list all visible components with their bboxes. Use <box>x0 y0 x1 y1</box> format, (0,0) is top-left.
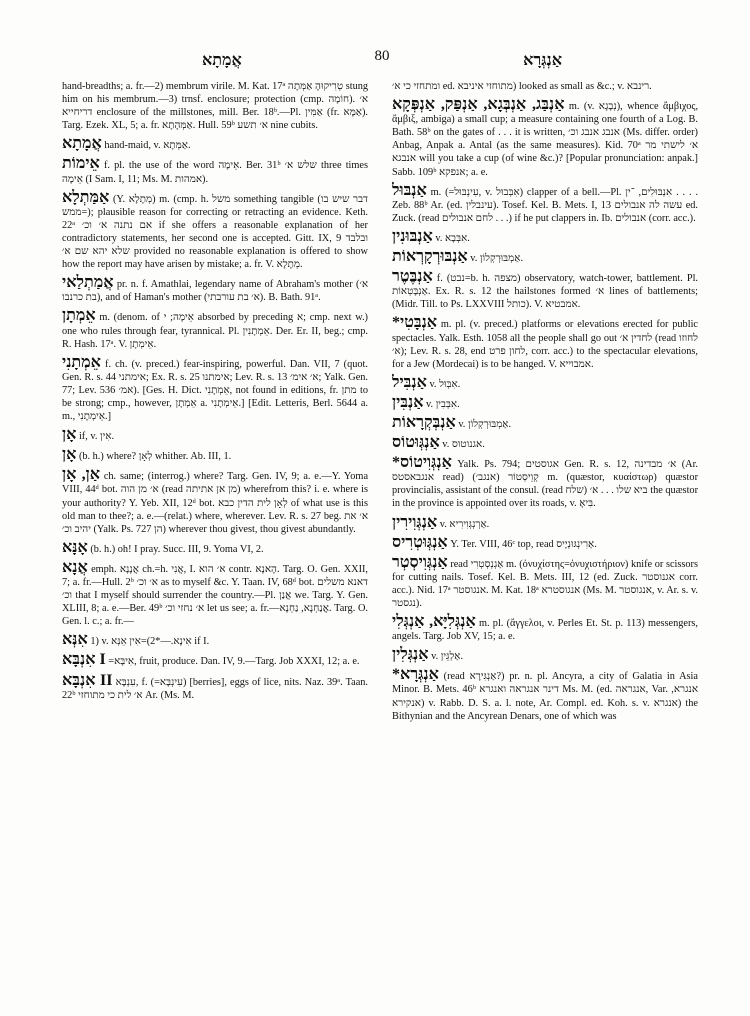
entry-headword: *אַנְגְּרָא <box>392 666 439 684</box>
entry-headword: אַנְגְּלִין <box>392 646 429 664</box>
entry-definition: v. אַמְבּוּרְקְלוֹן. <box>470 253 524 265</box>
dictionary-entry <box>392 434 698 451</box>
page-number: 80 <box>374 48 390 64</box>
entry-headword: אַנְגְּוּטְרִיס <box>392 533 448 551</box>
entry-definition: ch. same; (interrog.) where? Targ. Gen. IV, 9; a. e.—Y. Yoma VIII, 44ᵈ bot. א׳ מן הוה (read מן אן אתיתה) wherefrom this? i. e. where is your authority? Y. Yeb. XII, 12ᵈ bot. לְאָן לית הדין כבא of what use is this old man to thee?; a. e.—(relat.) where, wherever. Lev. R. s. 27 beg. א׳ את יהיב וכ׳ (Yalk. Ps. 727 הן) wherever thou givest, thou givest abundantly. <box>62 471 368 535</box>
entry-definition: f. pl. the use of the word אֵימָה. Ber. 31ᵇ שלש א׳ three times אֵימָה (I Sam. I, 11; Ms. M. אמהות). <box>62 160 368 185</box>
dictionary-entry <box>62 155 368 185</box>
dictionary-entry <box>392 454 698 510</box>
header-left-word: אֲמָתָא <box>202 50 242 69</box>
dictionary-entry <box>62 274 368 304</box>
entry-headword: אַנְבַּג, אַנְבְּגָא, אַנְפַּק, אַנְפְּקָא <box>392 96 565 114</box>
entry-headword: אַנְגְּלִיָּא, אַנְגְּלִי <box>392 613 476 631</box>
entry-definition: v. אַמְבּוּרְקְלוֹן. <box>458 418 512 430</box>
entry-headword: אֲמָתָא <box>62 135 102 153</box>
running-header <box>72 50 692 72</box>
entry-headword: *אַנְגְּוִיטוֹס <box>392 454 452 472</box>
entry-headword: אָנָּא <box>62 538 88 556</box>
entry-headword: אַנְבְּקְרָאוֹת <box>392 413 456 431</box>
left-column <box>62 80 368 1010</box>
dictionary-entry <box>392 534 698 551</box>
dictionary-entry <box>392 268 698 311</box>
dictionary-entry <box>62 189 368 272</box>
entry-definition: emph. אֲנָנָא ch.=h. אֲנִי, I. א׳ הוא contr. הָאנָא. Targ. O. Gen. XXII, 7; a. fr.—Hull. 2ᵇ א׳ וכ׳ as to myself &c. Y. Taan. IV, 68ᵈ bot. דאנא משלים וכ׳ that I myself should surrender the country.—Pl. אֲנַן we. Targ. Y. Gen. XLIII, 8; a. e.—Ber. 49ᵇ א׳ נחזי וכ׳ let us see; a. fr.—אֲנַחְנָא, נַחְנָא. Targ. O. Gen. l. c.; a. fr.— <box>62 563 368 628</box>
header-right-word: אַנְגְּרָא <box>523 50 562 69</box>
entry-definition: if, v. אִין. <box>78 431 115 443</box>
entry-headword: אַנְבֶּטֶר <box>392 268 433 286</box>
entry-definition: (read אַנְגִּירָא?) pr. n. pl. Ancyra, a city of Galatia in Asia Minor. B. Mets. 46ᵇ דינר אנגראה ואנגרא Ms. M. (ed. אנגראה, Var. אנגרא, אנקירא) v. Rabb. D. S. a. l. note, Ar. Compl. ed. Koh. s. v. אנגרא) the Bithynian and the Ancyrean Denars, one of which was <box>392 671 698 722</box>
entry-definition: v. אִבְּבָא. <box>435 232 470 244</box>
entry-headword: אָן <box>62 426 77 444</box>
entry-definition: (b. h.) oh! I pray. Succ. III, 9. Yoma VI, 2. <box>90 543 264 555</box>
entry-headword: אַנְבּוּרְקָרְאוֹת <box>392 248 468 266</box>
dictionary-entry <box>392 394 698 411</box>
dictionary-entry <box>62 631 368 648</box>
entry-definition: Y. Ter. VIII, 46ᶜ top, read אַרִינְגּוּנְיָיס. <box>450 538 597 550</box>
entry-headword: אֵימוֹת <box>62 155 100 173</box>
entry-definition: m. pl. (ἄγγελοι, v. Perles Et. St. p. 113) messengers, angels. Targ. Job XV, 15; a. e. <box>392 618 698 643</box>
dictionary-entry <box>62 466 368 535</box>
dictionary-entry <box>392 514 698 531</box>
dictionary-entry <box>62 354 368 423</box>
dictionary-entry <box>392 414 698 431</box>
dictionary-entry <box>392 228 698 245</box>
entry-definition: Yalk. Ps. 794; אגוסטים Gen. R. s. 12, א׳ מבדינה (Ar. אנגבאסטס read) קְוֵיסְטוֹר (אנגב׳) m. (quæstor, κυαίστωρ) quæstor provincialis, assistant of the consul. (read שלח) ביא שלו . . . א׳ the quæstor in the province is appointed over its roads, v. בִּיאָ. <box>392 459 698 510</box>
entry-definition: v. אַלְגֵּין. <box>431 651 464 663</box>
entry-definition: m. (denom. of אֵימָה; י absorbed by preceding א; cmp. next w.) one who rules through fear, tyrannical. Pl. אֵמְתָנִין. Der. Er. II, beg.; cmp. R. Hash. 17ᵃ. V. אֵימְתָן. <box>62 312 368 350</box>
entry-definition: f. (נבט=b. h. מצפה) observatory, watch-tower, battlement. Pl. אַנְבָּטְאוֹת. Ex. R. s. 12 the hailstones formed א׳ lines of battlements; (Midr. Till. to Ps. LXXVIII כותל). V. אמבטיא. <box>392 273 698 311</box>
entry-headword: אַנְגְּוִירִין <box>392 513 438 531</box>
entry-headword: אַמַּתְלָא <box>62 188 110 206</box>
entry-headword: אִנְבָּא II <box>62 671 113 689</box>
entry-headword: אַנְגְּוּטוֹס <box>392 434 440 452</box>
dictionary-entry <box>62 135 368 152</box>
entry-headword: אֵמְתָנִי <box>62 353 101 371</box>
right-column <box>392 80 698 1010</box>
entry-definition: pr. n. f. Amathlai, legendary name of Abraham's mother (א׳ בת כרנבו), and of Haman's mother (א׳ בת עורבתי). B. Bath. 91ᵃ. <box>62 279 368 304</box>
dictionary-entry <box>392 646 698 663</box>
entry-definition: =אִיבָּא, fruit, produce. Dan. IV, 9.—Targ. Job XXXI, 12; a. e. <box>108 656 360 668</box>
entry-headword: אִנְבָּא I <box>62 651 106 669</box>
entry-headword: אַן, אָן <box>62 466 100 484</box>
entry-headword: אֵמְתָן <box>62 307 96 325</box>
entry-headword: אֲנָא <box>62 558 88 576</box>
entry-headword: אַנְבּוּנִין <box>392 227 433 245</box>
entry-definition: v. אִבְּבִין. <box>426 398 460 410</box>
entry-headword: אֲמַתְלַאי <box>62 274 114 292</box>
entry-headword: אָן <box>62 446 77 464</box>
dictionary-entry <box>62 307 368 350</box>
entry-definition: hand-breadths; a. fr.—2) membrum virile. M. Kat. 17ᵃ טְרִיקוּהָ אַמְּתָה stung him on his membrum.—3) trnsf. enclosure; protection (cmp. חוֹמָה). א׳ דריחייא enclosure of the millstones, mill. Ber. 18ᵇ.—Pl. אַמִּין (fr. אַמָּא). Targ. Ezek. XL, 5; a. fr. אַמְּהָתָא. Hull. 59ᵇ א׳ תשע nine cubits. <box>62 81 368 132</box>
dictionary-entry <box>62 80 368 132</box>
entry-definition: 1) v. אִינָא.—*2)=אִין אֵנְּא if I. <box>90 636 210 648</box>
dictionary-entry <box>392 182 698 225</box>
entry-definition: ומתחזי כי א׳ ed. מתוחזי איניבא) looked as small as &c.; v. רינבא. <box>392 81 652 92</box>
dictionary-entry <box>392 613 698 643</box>
dictionary-entry <box>62 651 368 668</box>
entry-headword: *אַנְבָּטִי <box>392 314 438 332</box>
entry-definition: read אַגְנְסְטְרִי m. (ὀνυχίστης=ὀνυχιστήριον) knife or scissors for cutting nails. Tosef. Kel. B. Mets. III, 12 (ed. Zuck. אגנוסטר corr. acc.). Nid. 17ᵃ אנגוסטר. M. Kat. 18ᵃ אנגוסטרא (Ms. M. אנגוסטר, v. Ar. s. v. נגסטר). <box>392 558 698 609</box>
entry-definition: v. אַרְנְגְּוִירִיא. <box>439 518 490 530</box>
dictionary-entry <box>392 374 698 391</box>
entry-definition: hand-maid, v. אַמְּתָא. <box>104 140 191 152</box>
entry-definition: (Y. מְתָלָא) m. (cmp. h. משל something tangible (דבר שיש בו ממש=); plausible reason for correcting or retracting an evidence. Keth. 22ᵃ אם נתנה א׳ וכ׳ if she offers a reasonable explanation of her contradictory statements, her second one is accepted. Gitt. IX, 9 ובלבד שלא יהא שם א׳ provided no reasonable explanation is offered to show how the report may have arisen by mistake; a. fr. V. מְתָלָא. <box>62 193 368 271</box>
entry-definition: v. אִבְּוּל. <box>429 378 461 390</box>
entry-definition: m. (=עִינְבּוּל, v. אִבְּבוּל) clapper of a bell.—Pl. אִנְבּוּלִים, ־ין . . . . Zeb. 88ᵇ Ar. (ed. עינבלין). Tosef. Kel. B. Mets. I, 13 עשה לה אנבולים ed. Zuck. (read לחם אנבולים . . .) if he put clappers in. Ib. אנבולים (corr. acc.). <box>392 186 698 224</box>
entry-definition: f. ch. (v. preced.) fear-inspiring, powerful. Dan. VII, 7 (quot. Gen. R. s. 44 אימתני; Ex. R. s. 25 אימתנו; Lev. R. s. 13 א׳ אימ׳; Yalk. Gen. 77; Lev. 536 אמ׳). [Ges. H. Dict. אֵמְתָנִי, not found in editions, fr. מתן to be strong; cmp., however, אֵמְתָן a. אֵימְתָנִי.] [Edit. Letteris, Berl. 5644 a. m., אֵימְתָנִי.] <box>62 358 368 423</box>
entry-headword: אִנְּא <box>62 631 88 649</box>
dictionary-entry <box>392 666 698 722</box>
dictionary-entry <box>62 426 368 443</box>
entry-headword: אַנְבּוּל <box>392 181 427 199</box>
entry-definition: m. pl. (v. preced.) platforms or elevations erected for public spectacles. Yalk. Esth. 1058 all the people shall go out לחדין א׳ (read לחוזו א׳); Lev. R. s. 28, end לחון פרט, corr. acc.) to the spectacular elevations, for a Jew (Mordecai) is to be hanged. V. אמבוייא. <box>392 319 698 370</box>
entry-headword: אַנְבִּיל <box>392 373 427 391</box>
dictionary-entry <box>392 80 698 93</box>
entry-definition: v. אגנוטוס. <box>442 439 485 451</box>
entry-definition: m. (v. נְבָגָא), whence ἄμβιχος, ἄμβιξ, ambiga) a small cup; a measure containing one fourth of a Log. B. Bath. 58ᵇ on the gates of . . . it is written, אנבג אנבג וכ׳ (Ms. differ. order) Anbag, Anpak a. Antal (as the same measures). Kid. 70ᵃ א׳ לישתי מר אנבגא will you take a cup (of wine &c.)? [Popular pronunciation: anpak.] Sabb. 109ᵇ אנפקא; a. e. <box>392 101 698 178</box>
entry-headword: אַנְגְּוִיסְטְר <box>392 553 448 571</box>
dictionary-entry <box>62 672 368 702</box>
entry-headword: אַנְבִּין <box>392 393 424 411</box>
dictionary-entry <box>392 248 698 265</box>
dictionary-entry <box>62 446 368 463</box>
dictionary-entry <box>392 554 698 610</box>
dictionary-entry <box>62 559 368 628</box>
dictionary-entry <box>392 96 698 179</box>
entry-definition: (b. h.) where? לְאָן whither. Ab. III, 1. <box>78 451 232 463</box>
entry-definition: עִנְבָּא, f. (=עִינְבָּא) [berries], eggs of lice, nits. Naz. 39ᵃ. Taan. 22ᵇ א׳ לית כי מתוחזי Ar. (Ms. M. <box>62 676 368 701</box>
dictionary-entry <box>62 539 368 556</box>
dictionary-entry <box>392 314 698 370</box>
